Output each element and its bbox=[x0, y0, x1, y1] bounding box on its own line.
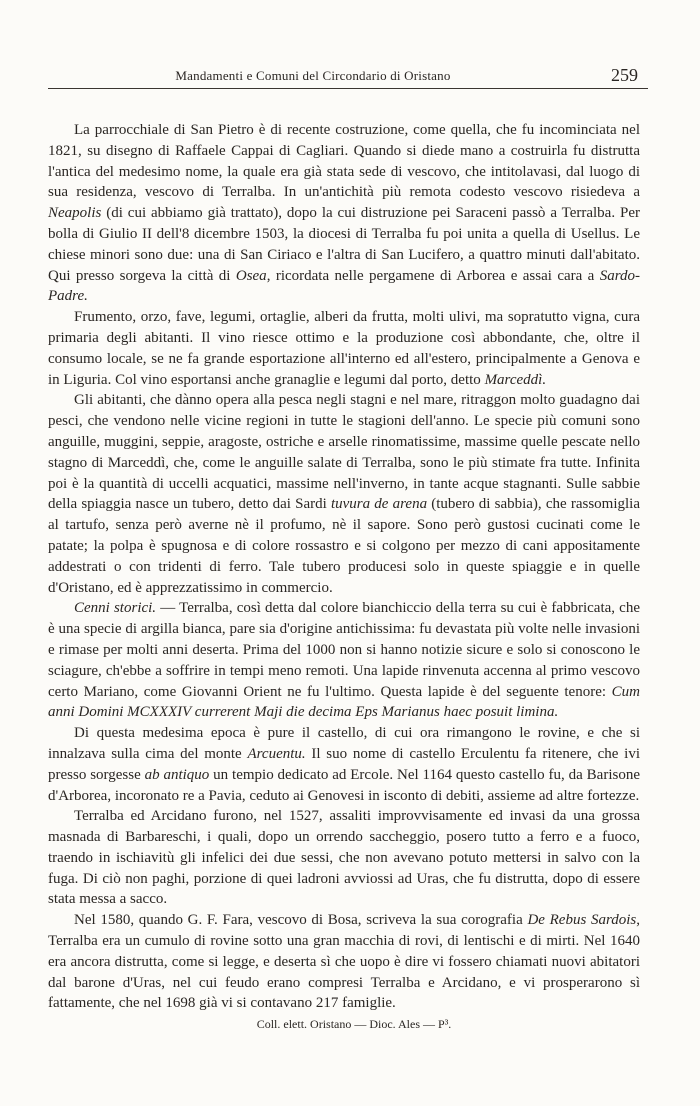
italic-text: Cum anni Domini MCXXXIV currerent Maji die decima Eps Marianus haec posuit limina. bbox=[48, 683, 640, 721]
italic-text: Osea bbox=[235, 267, 267, 284]
text-body bbox=[48, 120, 640, 1033]
italic-text: ab antiquo bbox=[144, 766, 210, 783]
text-run: Di questa medesima epoca è pure il castello, di cui ora rimangono le rovine, e che si innalzava sulla cima del monte bbox=[48, 725, 640, 762]
page-number: 259 bbox=[611, 65, 638, 85]
text-run: Il suo nome di castello Erculentu fa ritenere, che ivi presso sorgesse bbox=[48, 745, 641, 783]
running-head bbox=[48, 66, 648, 90]
header-rule bbox=[48, 88, 648, 89]
running-title: Mandamenti e Comuni del Circondario di Oristano bbox=[175, 68, 451, 83]
italic-text: Arcuentu. bbox=[247, 745, 306, 762]
italic-text: Sardo-Padre. bbox=[48, 267, 641, 305]
text-run: (di cui abbiamo già trattato), dopo la cui distruzione pei Saraceni passò a Terralba. Per bolla di Giulio II dell'8 dicembre 1503, la diocesi di Terralba fu poi unita a quella di Usellus. Le chiese minori sono due: una di San Ciriaco e l'altra di San Lucifero, a quattro minuti dall'abitato. Qui presso sorgeva la città di bbox=[48, 205, 640, 284]
text-run: (tubero di sabbia), che rassomiglia al tartufo, senza però averne nè il profumo, nè il sapore. Sono però gustosi cucinati come le patate; la polpa è spugnosa e di colore rossastro e si colgono per mezzo di cani appositamente addestrati o con tridenti di ferro. Tale tubero producesi solo in queste spiaggie e in quelle d'Oristano, ed è apprezzatissimo in commercio. bbox=[48, 496, 640, 596]
text-run: un tempio dedicato ad Ercole. Nel 1164 questo castello fu, da Barisone d'Arborea, incoronato re a Pavia, ceduto ai Genovesi in isconto di debiti, assieme ad altre fortezze. bbox=[48, 766, 640, 804]
italic-text: Cenni storici. bbox=[74, 600, 157, 617]
paragraph-agriculture bbox=[48, 307, 640, 390]
paragraph-repopulation bbox=[48, 910, 640, 1014]
paragraph-history bbox=[48, 598, 640, 723]
text-run: — Terralba, così detta dal colore bianchiccio della terra su cui è fabbricata, che è una specie di argilla bianca, pare sia d'origine antichissima: fu devastata più volte nelle invasioni e rimase per molti anni deserta. Prima del 1000 non si hanno notizie sicure e solo si conoscono le sciagure, ch'ebbe a soffrire in tempi meno remoti. Una lapide rinvenuta accenna al primo vescovo certo Mariano, come Giovanni Orient ne fu l'ultimo. Questa lapide è del seguente tenore: bbox=[48, 600, 640, 700]
italic-text: Marceddì. bbox=[484, 371, 547, 388]
paragraph-barbary-raid bbox=[48, 806, 640, 910]
paragraph-castle bbox=[48, 723, 640, 806]
paragraph-church bbox=[48, 120, 640, 307]
italic-text: tuvura de arena bbox=[330, 496, 428, 513]
signature-line: Coll. elett. Oristano — Dioc. Ales — P³. bbox=[256, 1017, 452, 1032]
text-run: , ricordata nelle pergamene di Arborea e assai cara a bbox=[266, 267, 600, 284]
italic-text: Neapolis bbox=[48, 205, 102, 222]
text-run: , Terralba era un cumulo di rovine sotto una gran macchia di rovi, di lentischi e di mirti. Nel 1640 era ancora distrutta, come si legge, e deserta sì che uopo è dire vi fossero chiamati nuovi abitatori dal barone d'Uras, nel cui feudo erano compresi Terralba e Arcidano, e vi prosperarono sì fattamente, che nel 1698 già vi si contavano 217 famiglie. bbox=[48, 912, 641, 1012]
paragraph-fishing bbox=[48, 390, 640, 598]
italic-text: De Rebus Sardois bbox=[527, 912, 637, 929]
text-run: Terralba ed Arcidano furono, nel 1527, assaliti improvvisamente ed invasi da una grossa masnada di Barbareschi, i quali, dopo un orrendo saccheggio, posero tutto a ferro e a fuoco, traendo in ischiavitù gli infelici dei due sessi, che non avevano potuto mettersi in salvo con la fuga. Di ciò non paghi, porzione di quei ladroni avviossi ad Uras, che fu distrutta, dopo di essere stata messa a sacco. bbox=[48, 808, 640, 908]
text-run: Gli abitanti, che dànno opera alla pesca negli stagni e nel mare, ritraggon molto guadagno dai pesci, che vendono nelle vicine regioni in tutte le stagioni dell'anno. Le specie più comuni sono anguille, muggini, seppie, aragoste, ostriche e arselle rinomatissime, massime quelle pescate nello stagno di Marceddì, che, come le anguille salate di Terralba, sono le più stimate fra tutte. Infinita poi è la quantità di uccelli acquatici, massime nell'inverno, in tante acque stagnanti. Sulle sabbie della spiaggia nasce un tubero, detto dai Sardi bbox=[48, 392, 640, 513]
text-run: Nel 1580, quando G. F. Fara, vescovo di Bosa, scriveva la sua corografia bbox=[74, 912, 528, 929]
text-run: Frumento, orzo, fave, legumi, ortaglie, alberi da frutta, molti ulivi, ma sopratutto vigna, cura primaria degli abitanti. Il vino riesce ottimo e la produzione così abbondante, che, oltre il consumo locale, se ne fa grande esportazione all'interno ed all'estero, principalmente a Genova e in Liguria. Col vino esportansi anche granaglie e legumi dal porto, detto bbox=[48, 309, 640, 388]
text-run: La parrocchiale di San Pietro è di recente costruzione, come quella, che fu incominciata nel 1821, su disegno di Raffaele Cappai di Cagliari. Quando si diede mano a costruirla fu distrutta l'antica del medesimo nome, la quale era già stata sede di vescovo, che intitolavasi, dal luogo di sua residenza, vescovo di Terralba. In un'antichità più remota codesto vescovo risiedeva a bbox=[48, 122, 640, 201]
